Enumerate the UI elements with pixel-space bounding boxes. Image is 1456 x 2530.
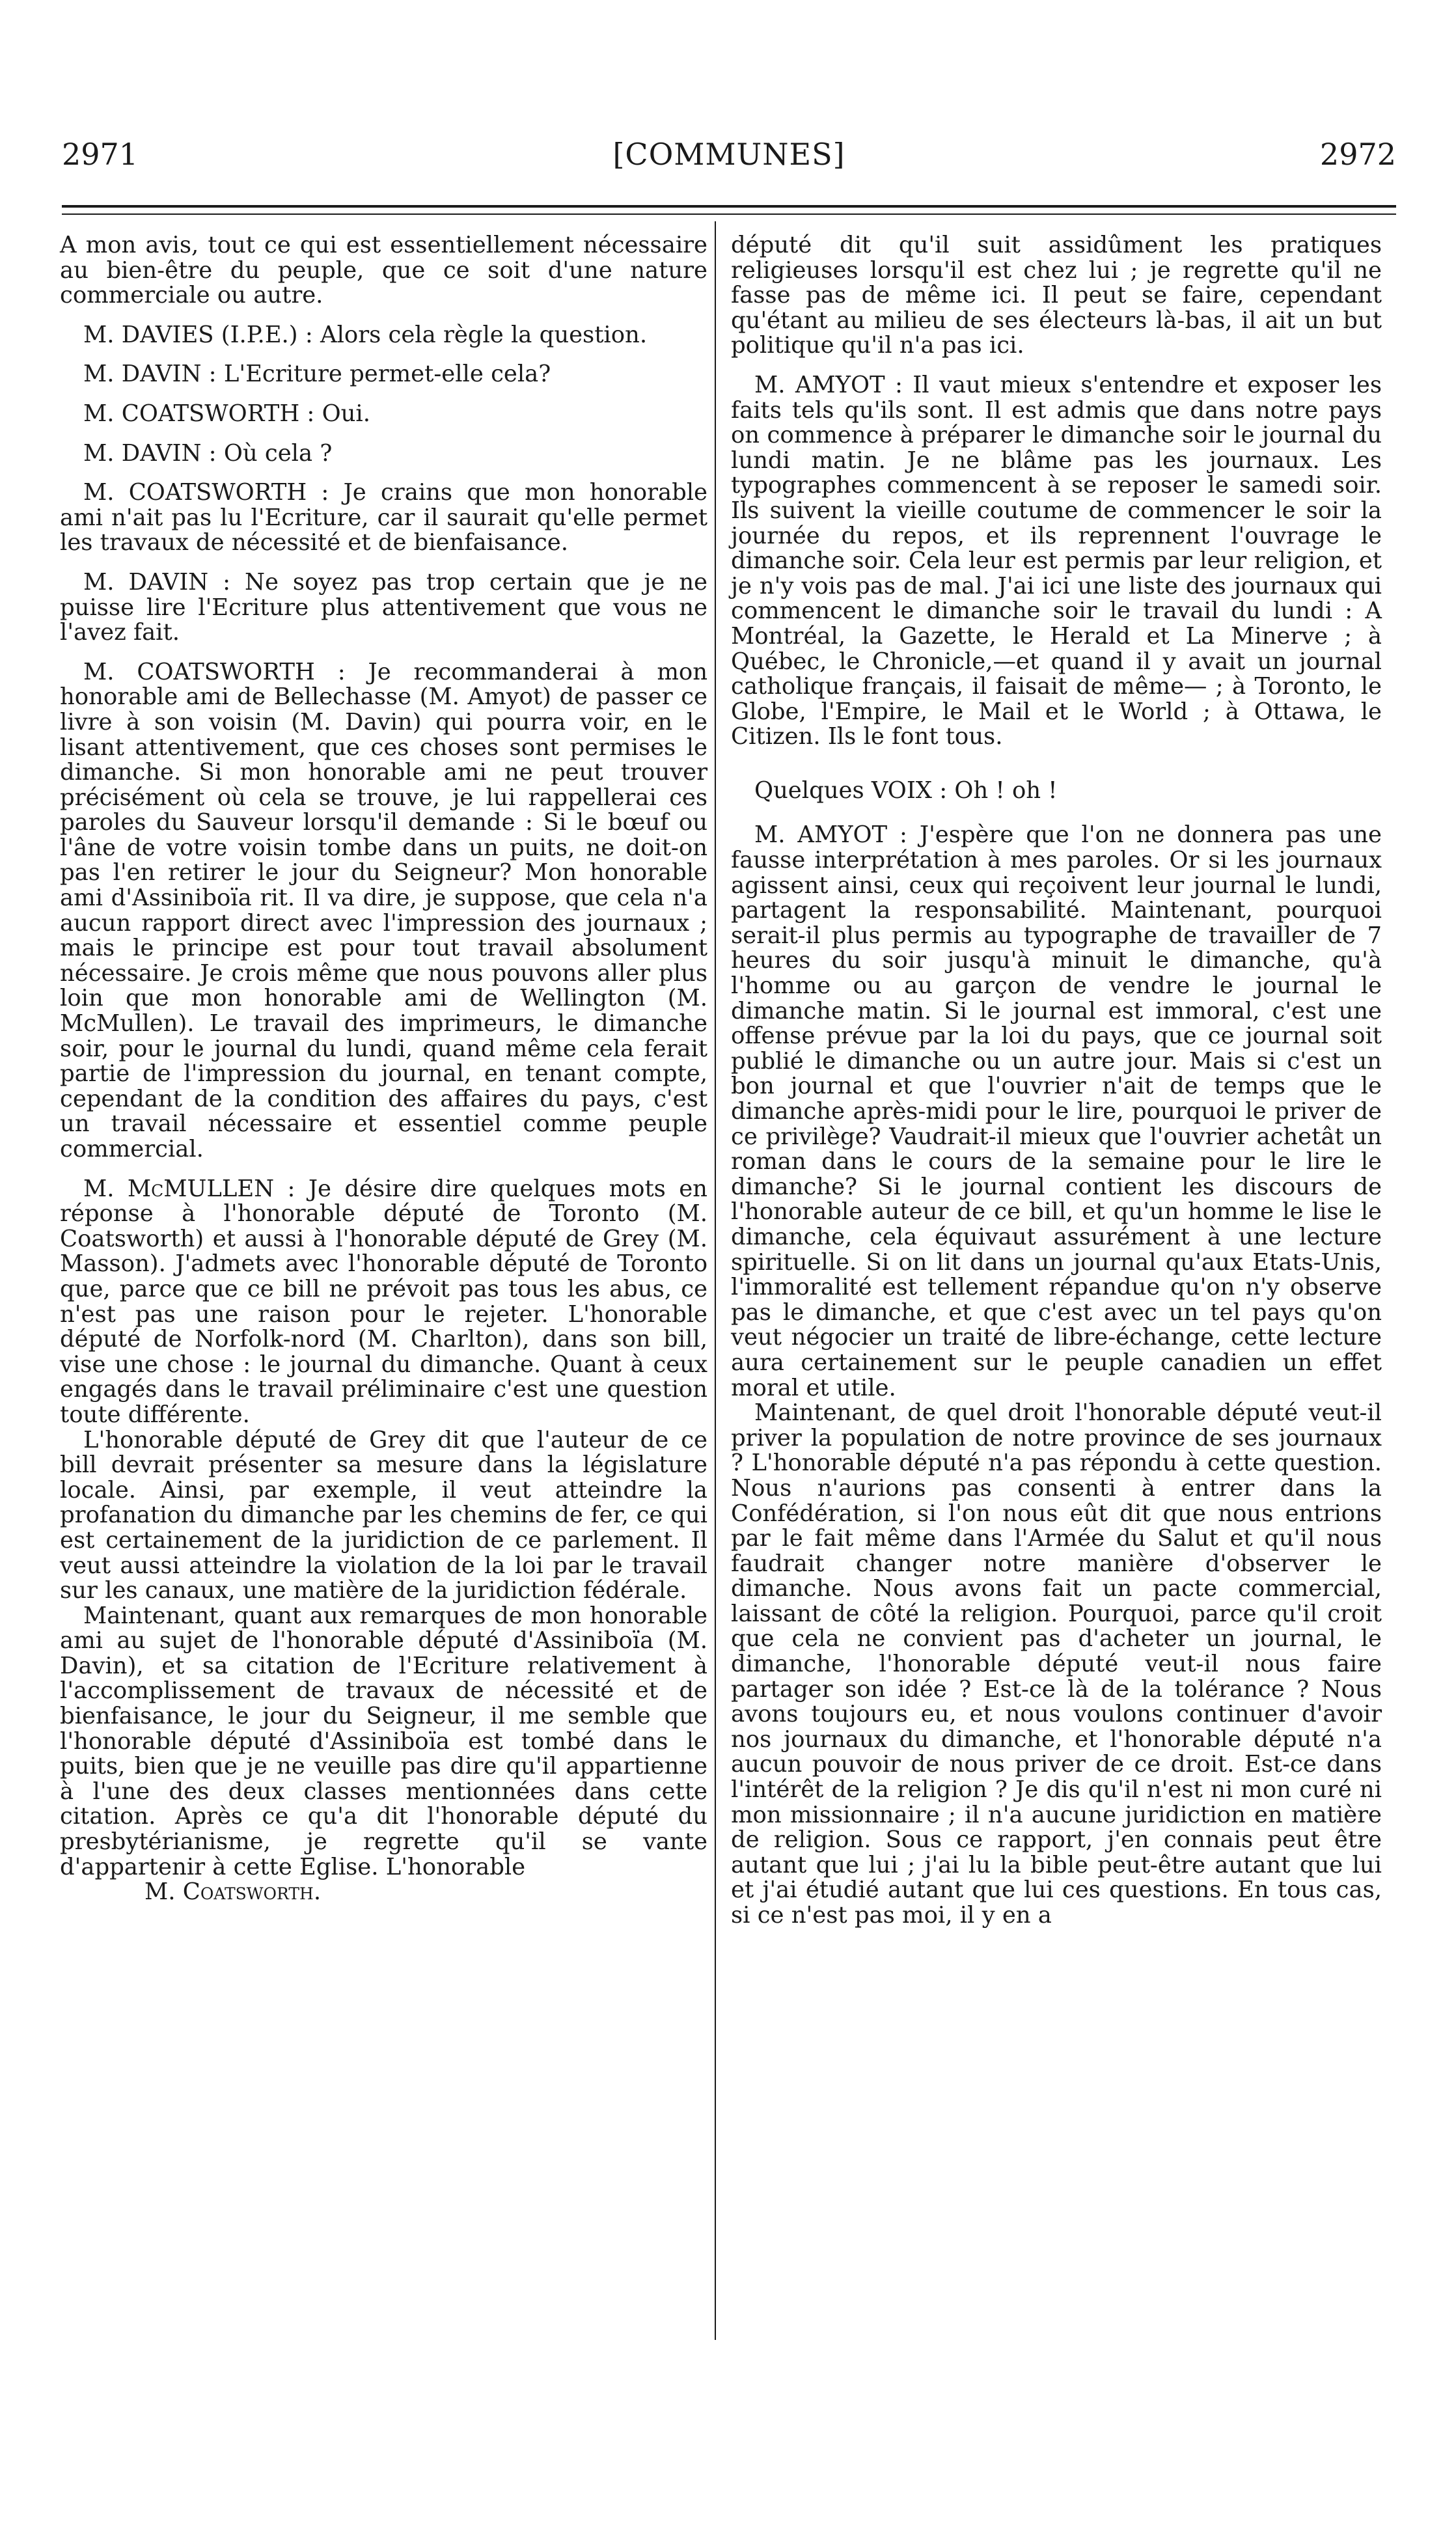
speech: M. COATSWORTH : Oui. — [83, 400, 370, 427]
left-column — [60, 233, 707, 1905]
speech: Quelques VOIX : Oh ! oh ! — [754, 777, 1058, 804]
speech: M. McMULLEN : Je désire dire quelques mots en réponse à l'honorable député de Toronto (M. Coatsworth) et aussi à l'honorable député de Grey (M. Masson). J'admets avec l'honorable député de Toronto que, parce que ce bill ne prévoit pas tous les abus, ce n'est pas une raison pour le rejeter. L'honorable député de Norfolk-nord (M. Charlton), dans son bill, vise une chose : le journal du dimanche. Quant à ceux engagés dans le travail préliminaire c'est une question toute différente. — [60, 1175, 707, 1428]
speech: M. DAVIN : Où cela ? — [83, 439, 333, 467]
header-rule-thick — [62, 205, 1396, 208]
speech: M. AMYOT : Il vaut mieux s'entendre et exposer les faits tels qu'ils sont. Il est admis que dans notre pays on commence à préparer le dimanche soir le journal du lundi matin. Je ne blâme pas les journaux. Les typographes commencent à se reposer le samedi soir. Ils suivent la vieille coutume de commencer le soir la journée du repos, et ils reprennent l'ouvrage le dimanche soir. Cela leur est permis par leur religion, et je n'y vois pas de mal. J'ai ici une liste des journaux qui commencent le dimanche soir le travail du lundi : A Montréal, la Gazette, le Herald et La Minerve ; à Québec, le Chronicle,—et quand il y avait un journal catholique français, il faisait de même— ; à Toronto, le Globe, l'Empire, le Mail et le World ; à Ottawa, le Citizen. Ils le font tous. — [731, 371, 1382, 750]
paragraph: L'honorable député de Grey dit que l'auteur de ce bill devrait présenter sa mesure dans la législature locale. Ainsi, par exemple, il veut atteindre la profanation du dimanche par les chemins de fer, ce qui est certainement de la juridiction de ce parlement. Il veut aussi atteindre la violation de la loi par le travail sur les canaux, une matière de la juridiction fédérale. — [60, 1426, 707, 1604]
speech: M. DAVIN : Ne soyez pas trop certain que je ne puisse lire l'Ecriture plus attentivement que vous ne l'avez fait. — [60, 568, 707, 646]
page-header — [62, 137, 1396, 182]
speaker-name: M. AMYOT : — [754, 821, 907, 849]
paragraph: A mon avis, tout ce qui est essentiellement nécessaire au bien-être du peuple, que ce soit d'une nature commerciale ou autre. — [60, 232, 707, 309]
speaker-name: M. COATSWORTH : — [83, 400, 315, 427]
speaker-name: M. AMYOT : — [754, 371, 903, 398]
column-divider — [715, 221, 716, 2340]
speaker-name: M. DAVIES (I.P.E.) : — [83, 321, 313, 348]
page-number-right: 2972 — [1319, 137, 1396, 172]
paragraph: député dit qu'il suit assidûment les pratiques religieuses lorsqu'il est chez lui ; je regrette qu'il ne fasse pas de même ici. Il peut se faire, cependant qu'étant au milieu de ses électeurs là-bas, il ait un but politique qu'il n'a pas ici. — [731, 232, 1382, 359]
header-rule-thin — [62, 213, 1396, 215]
right-column — [731, 233, 1382, 1929]
speaker-name: Quelques VOIX : — [754, 777, 948, 804]
speech: M. DAVIN : L'Ecriture permet-elle cela? — [83, 361, 551, 388]
speaker-name: M. DAVIN : — [83, 568, 231, 596]
speech: M. DAVIES (I.P.E.) : Alors cela règle la question. — [83, 321, 648, 348]
speaker-name: M. DAVIN : — [83, 439, 217, 467]
speech: M. AMYOT : J'espère que l'on ne donnera pas une fausse interprétation à mes paroles. Or si les journaux agissent ainsi, ceux qui reçoivent leur journal le lundi, partagent la responsabilité. Maintenant, pourquoi serait-il plus permis au typographe de travailler de 7 heures du soir jusqu'à minuit le dimanche, qu'à l'homme ou au garçon de vendre le journal le dimanche matin. Si le journal est immoral, c'est une offense prévue par la loi du pays, que ce journal soit publié le dimanche ou un autre jour. Mais si c'est un bon journal et que l'ouvrier n'ait de temps que le dimanche après-midi pour le lire, pourquoi le priver de ce privilège? Vaudrait-il mieux que l'ouvrier achetât un roman dans le cours de la semaine pour le lire le dimanche? Si le journal contient les discours de l'honorable auteur de ce bill, et qu'un homme le lise le dimanche, cela équivaut assurément à une lecture spirituelle. Si on lit dans un journal qu'aux Etats-Unis, l'immoralité est tellement répandue qu'on n'y observe pas le dimanche, et que c'est avec un tel pays qu'on veut négocier un traité de libre-échange, cette lecture aura certainement sur le peuple canadien un effet moral et utile. — [731, 821, 1382, 1401]
speaker-name: M. COATSWORTH : — [83, 658, 346, 685]
speaker-name: M. DAVIN : — [83, 361, 217, 388]
speech: M. COATSWORTH : Je crains que mon honorable ami n'ait pas lu l'Ecriture, car il saurait qu'elle permet les travaux de nécessité et de bienfaisance. — [60, 479, 708, 557]
section-title: [COMMUNES] — [612, 137, 845, 172]
speaker-name: M. McMULLEN : — [83, 1175, 295, 1202]
paragraph: Maintenant, de quel droit l'honorable député veut-il priver la population de notre province de ses journaux ? L'honorable député n'a pas répondu à cette question. Nous n'aurions pas consenti à entrer dans la Confédération, si l'on nous eût dit que nous entrions par le fait même dans l'Armée du Salut et qu'il nous faudrait changer notre manière d'observer le dimanche. Nous avons fait un pacte commercial, laissant de côté la religion. Pourquoi, parce qu'il croit que cela ne convient pas d'acheter un journal, le dimanche, l'honorable député veut-il nous faire partager son idée ? Est-ce là de la tolérance ? Nous avons toujours eu, et nous voulons continuer d'avoir nos journaux du dimanche, et l'honorable député n'a aucun pouvoir de nous priver de ce droit. Est-ce dans l'intérêt de la religion ? Je dis qu'il n'est ni mon curé ni mon missionnaire ; il n'a aucune juridiction en matière de religion. Sous ce rapport, j'en connais peut être autant que lui ; j'ai lu la bible peut-être autant que lui et j'ai étudié autant que lui ces questions. En tous cas, si ce n'est pas moi, il y en a — [731, 1399, 1382, 1929]
speech: M. COATSWORTH : Je recommanderai à mon honorable ami de Bellechasse (M. Amyot) de passer ce livre à son voisin (M. Davin) qui pourra voir, en le lisant attentivement, que ces choses sont permises le dimanche. Si mon honorable ami ne peut trouver précisément où cela se trouve, je lui rappellerai ces paroles du Sauveur lorsqu'il demande : Si le bœuf ou l'âne de votre voisin tombe dans un puits, ne doit-on pas l'en retirer le jour du Seigneur? Mon honorable ami d'Assiniboïa rit. Il va dire, je suppose, que cela n'a aucun rapport direct avec l'impression des journaux ; mais le principe est pour tout travail absolument nécessaire. Je crois même que nous pouvons aller plus loin que mon honorable ami de Wellington (M. McMullen). Le travail des imprimeurs, le dimanche soir, pour le journal du lundi, quand même cela ferait partie de l'impression du journal, en tenant compte, cependant de la condition des affaires du pays, c'est un travail nécessaire et essentiel comme peuple commercial. — [60, 658, 708, 1162]
paragraph: Maintenant, quant aux remarques de mon honorable ami au sujet de l'honorable député d'Assiniboïa (M. Davin), et sa citation de l'Ecriture relativement à l'accomplissement de travaux de nécessité et de bienfaisance, le jour du Seigneur, il me semble que l'honorable député d'Assiniboïa est tombé dans le puits, bien que je ne veuille pas dire qu'il appartienne à l'une des deux classes mentionnées dans cette citation. Après ce qu'a dit l'honorable député du presbytérianisme, je regrette qu'il se vante d'appartenir à cette Eglise. L'honorable — [60, 1602, 707, 1880]
speaker-name: M. COATSWORTH : — [83, 479, 329, 506]
speaker-signature: M. Coatsworth. — [144, 1878, 322, 1906]
page-number-left: 2971 — [62, 137, 139, 172]
